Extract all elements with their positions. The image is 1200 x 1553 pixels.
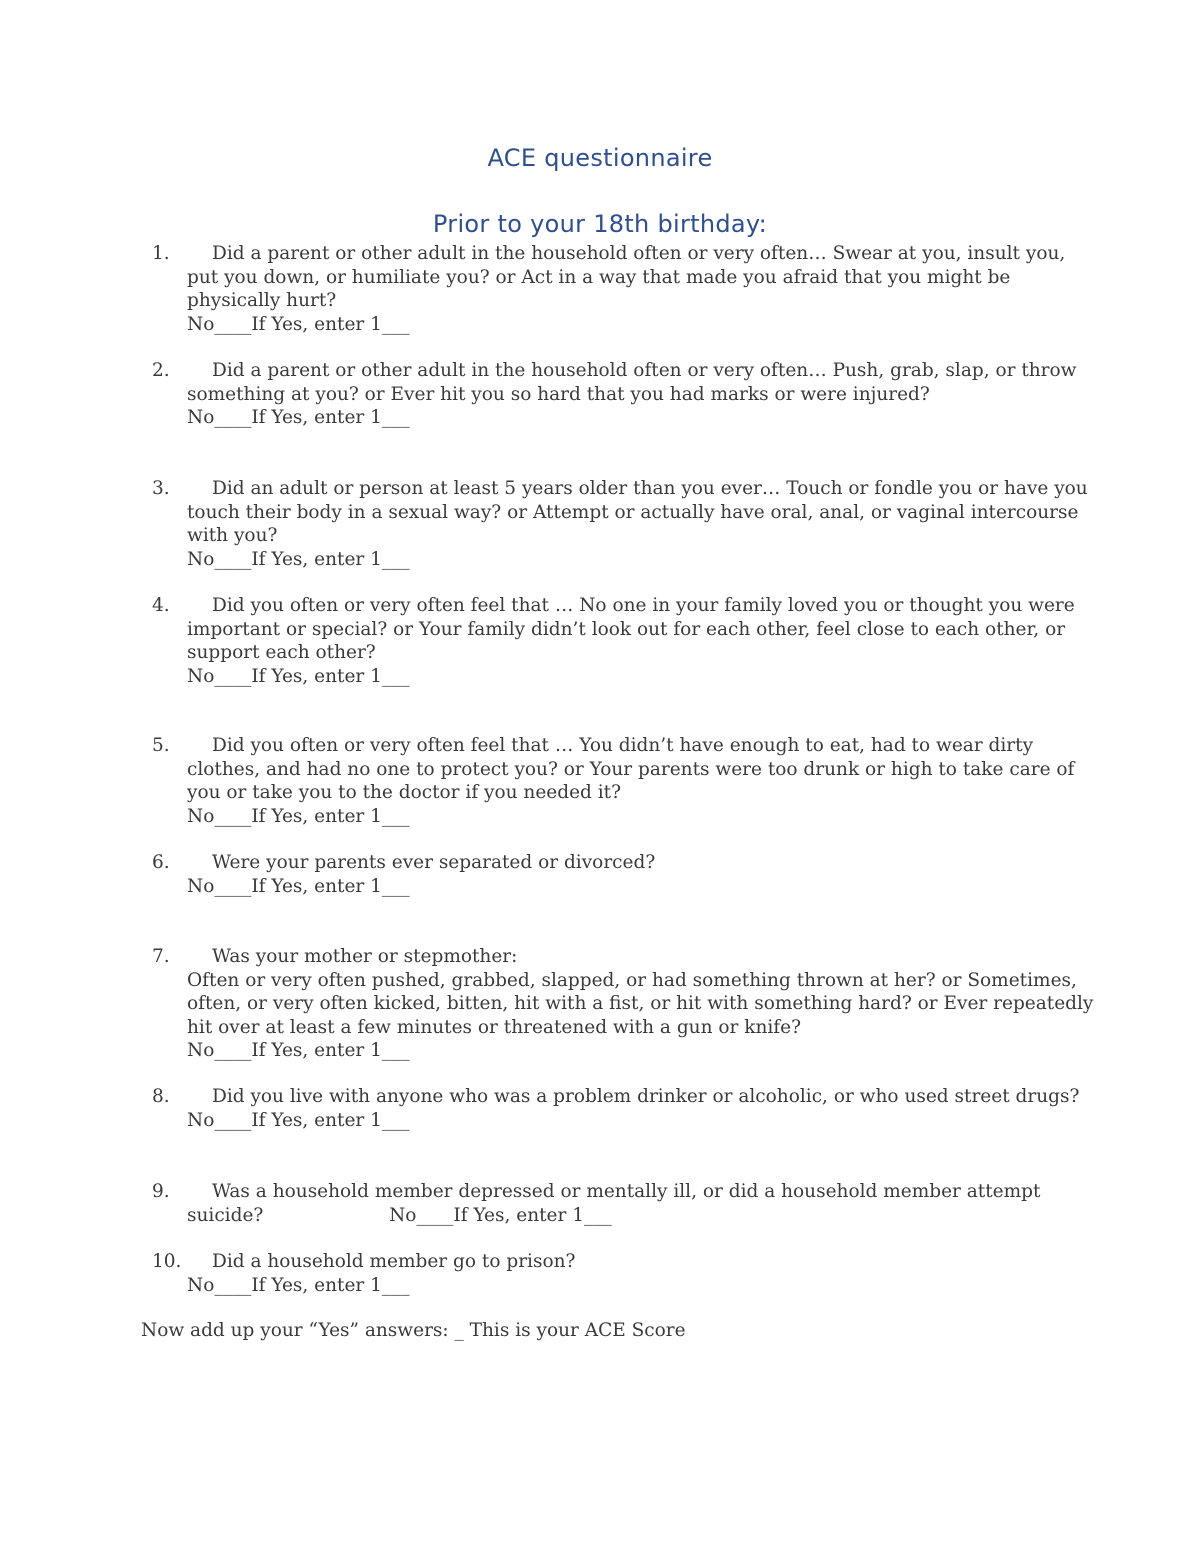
question-text-line: clothes, and had no one to protect you? or Your parents were too drunk or high to take care of xyxy=(187,758,1075,780)
question-text-line: Did an adult or person at least 5 years older than you ever… Touch or fondle you or have you xyxy=(212,478,1088,499)
question-number: 1. xyxy=(152,243,170,264)
question-text-line: hit over at least a few minutes or threatened with a gun or knife? xyxy=(187,1016,801,1038)
question-text-line: something at you? or Ever hit you so hard that you had marks or were injured? xyxy=(187,383,930,405)
question-text-line: with you? xyxy=(187,525,278,546)
question-text-line: physically hurt? xyxy=(187,290,337,311)
answer-field[interactable]: No____If Yes, enter 1___ xyxy=(187,1274,410,1296)
question-text-line: Did you often or very often feel that … You didn’t have enough to eat, had to wear dirty xyxy=(212,735,1034,756)
question-text-line: support each other? xyxy=(187,642,376,663)
answer-field[interactable]: No____If Yes, enter 1___ xyxy=(187,805,410,827)
question-text-line: Did a household member go to prison? xyxy=(212,1251,576,1272)
question-number: 10. xyxy=(152,1251,182,1272)
answer-field[interactable]: No____If Yes, enter 1___ xyxy=(187,1040,410,1061)
question-text-line: Did you live with anyone who was a problem drinker or alcoholic, or who used street drugs? xyxy=(212,1086,1080,1107)
question-number: 4. xyxy=(152,595,170,616)
question-number: 7. xyxy=(152,946,170,967)
question-number: 2. xyxy=(152,360,170,381)
question-text-line: Did you often or very often feel that … No one in your family loved you or thought you were xyxy=(212,595,1075,616)
page-subtitle: Prior to your 18th birthday: xyxy=(432,210,768,238)
question-text-line: often, or very often kicked, bitten, hit with a fist, or hit with something hard? or Ever repeatedly xyxy=(187,993,1094,1014)
question-text-line: Did a parent or other adult in the household often or very often… Swear at you, insult you, xyxy=(212,243,1066,264)
question-text-line: Was your mother or stepmother: xyxy=(212,946,518,967)
answer-field[interactable]: No____If Yes, enter 1___ xyxy=(187,875,410,897)
answer-field[interactable]: No____If Yes, enter 1___ xyxy=(187,1109,410,1131)
answer-field[interactable]: No____If Yes, enter 1___ xyxy=(187,548,410,570)
answer-field[interactable]: No____If Yes, enter 1___ xyxy=(187,665,410,687)
question-text-line: touch their body in a sexual way? or Attempt or actually have oral, anal, or vaginal intercourse xyxy=(187,501,1079,523)
question-number: 9. xyxy=(152,1181,170,1202)
question-number: 5. xyxy=(152,735,170,756)
question-text-line: Was a household member depressed or mentally ill, or did a household member attempt xyxy=(212,1181,1041,1202)
question-text-line: Were your parents ever separated or divorced? xyxy=(212,852,656,873)
question-number: 8. xyxy=(152,1086,170,1107)
question-number: 6. xyxy=(152,852,170,873)
answer-field[interactable]: No____If Yes, enter 1___ xyxy=(187,313,410,335)
question-text-line: suicide? xyxy=(187,1204,264,1226)
page-title: ACE questionnaire xyxy=(487,144,713,172)
question-text-line: Did a parent or other adult in the household often or very often… Push, grab, slap, or throw xyxy=(212,360,1077,381)
ace-score-line: Now add up your “Yes” answers: _ This is your ACE Score xyxy=(141,1320,686,1341)
question-text-line: you or take you to the doctor if you needed it? xyxy=(187,782,622,803)
question-text-line: important or special? or Your family didn’t look out for each other, feel close to each other, or xyxy=(187,618,1066,640)
question-number: 3. xyxy=(152,478,170,499)
answer-field[interactable]: No____If Yes, enter 1___ xyxy=(187,407,410,428)
question-text-line: put you down, or humiliate you? or Act in a way that made you afraid that you might be xyxy=(187,266,1011,288)
question-text-line: Often or very often pushed, grabbed, slapped, or had something thrown at her? or Sometimes, xyxy=(187,969,1077,991)
answer-field[interactable]: No____If Yes, enter 1___ xyxy=(389,1204,612,1226)
